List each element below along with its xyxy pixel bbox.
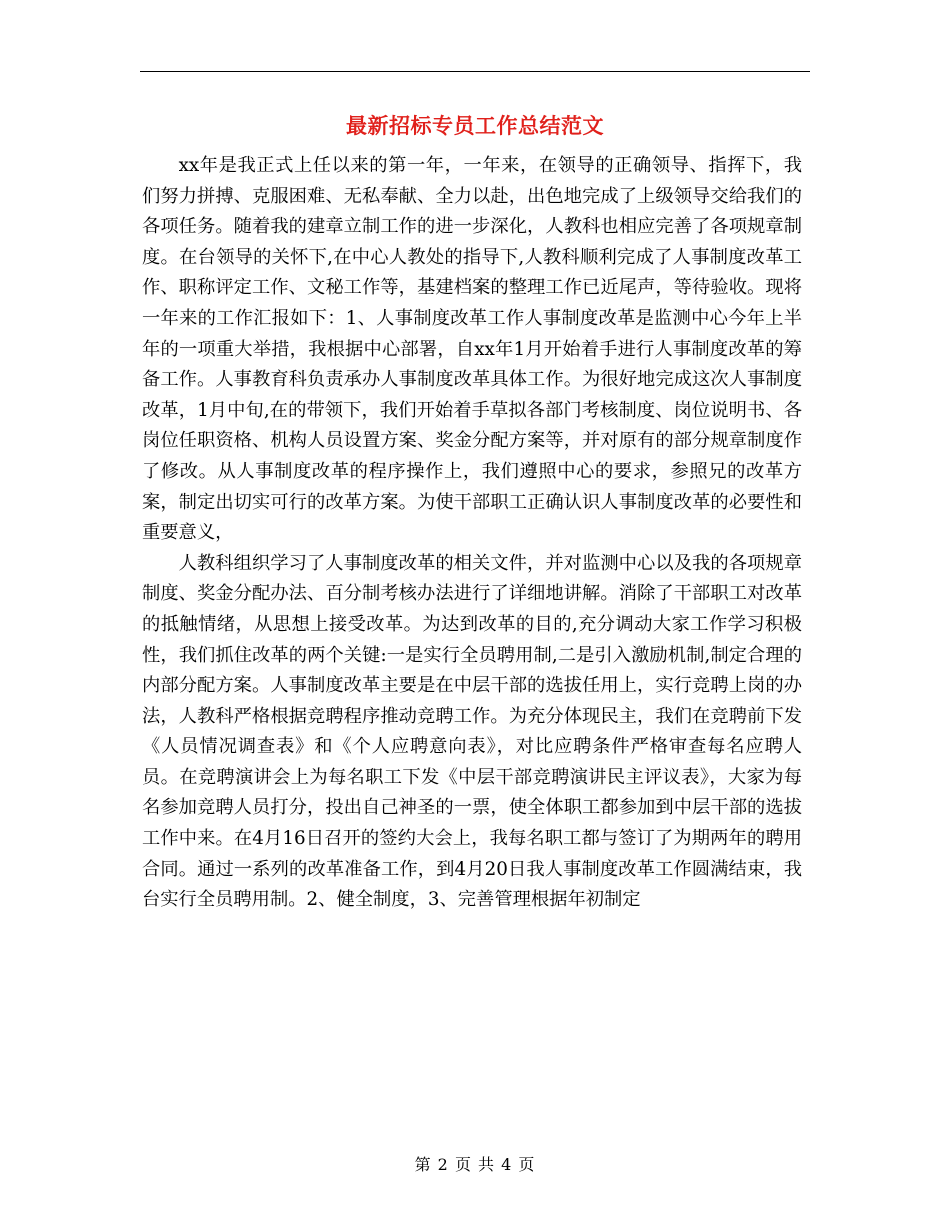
paragraph-1: xx年是我正式上任以来的第一年，一年来，在领导的正确领导、指挥下，我们努力拼搏、克服困难、无私奉献、全力以赴，出色地完成了上级领导交给我们的各项任务。随着我的建章立制工作的进一步深化，人教科也相应完善了各项规章制度。在台领导的关怀下,在中心人教处的指导下,人教科顺利完成了人事制度改革工作、职称评定工作、文秘工作等，基建档案的整理工作已近尾声，等待验收。现将一年来的工作汇报如下：1、人事制度改革工作人事制度改革是监测中心今年上半年的一项重大举措，我根据中心部署，自xx年1月开始着手进行人事制度改革的筹备工作。人事教育科负责承办人事制度改革具体工作。为很好地完成这次人事制度改革，1月中旬,在的带领下，我们开始着手草拟各部门考核制度、岗位说明书、各岗位任职资格、机构人员设置方案、奖金分配方案等，并对原有的部分规章制度作了修改。从人事制度改革的程序操作上，我们遵照中心的要求，参照兄的改革方案，制定出切实可行的改革方案。为使干部职工正确认识人事制度改革的必要性和重要意义， (142, 155, 802, 544)
header-rule (140, 71, 810, 72)
paragraph-2: 人教科组织学习了人事制度改革的相关文件，并对监测中心以及我的各项规章制度、奖金分配办法、百分制考核办法进行了详细地讲解。消除了干部职工对改革的抵触情绪，从思想上接受改革。为达到改革的目的,充分调动大家工作学习积极性，我们抓住改革的两个关键:一是实行全员聘用制,二是引入激励机制,制定合理的内部分配方案。人事制度改革主要是在中层干部的选拔任用上，实行竞聘上岗的办法，人教科严格根据竞聘程序推动竞聘工作。为充分体现民主，我们在竞聘前下发《人员情况调查表》和《个人应聘意向表》，对比应聘条件严格审查每名应聘人员。在竞聘演讲会上为每名职工下发《中层干部竞聘演讲民主评议表》，大家为每名参加竞聘人员打分，投出自己神圣的一票，使全体职工都参加到中层干部的选拔工作中来。在4月16日召开的签约大会上，我每名职工都与签订了为期两年的聘用合同。通过一系列的改革准备工作，到4月20日我人事制度改革工作圆满结束，我台实行全员聘用制。2、健全制度，3、完善管理根据年初制定 (142, 552, 802, 911)
document-title: 最新招标专员工作总结范文 (346, 113, 604, 138)
page-number-footer: 第 2 页 共 4 页 (414, 1155, 536, 1174)
document-body (142, 151, 802, 916)
